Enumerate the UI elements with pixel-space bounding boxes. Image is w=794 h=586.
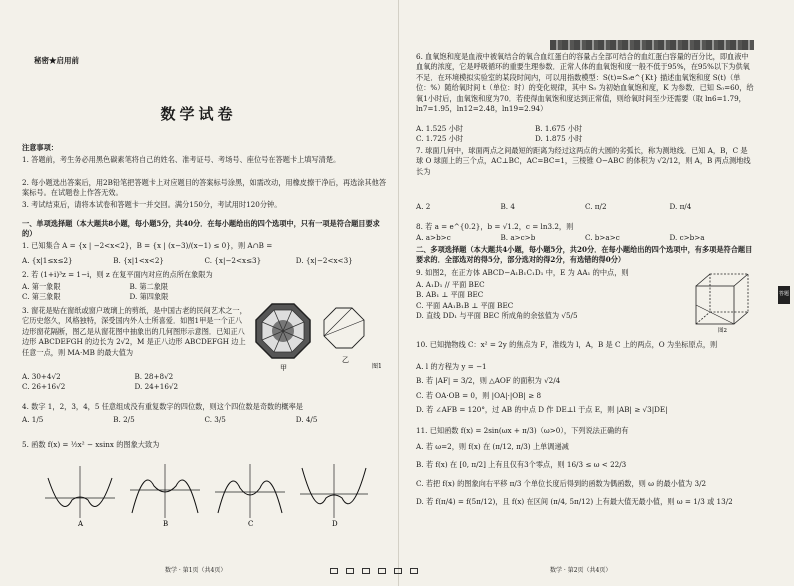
figure-1-sub-a: 甲 — [280, 364, 287, 372]
question-10-options — [416, 362, 754, 416]
question-2: 2. 若 (1+i)³z = 1−i，则 z 在复平面内对应的点所在象限为 — [22, 270, 213, 279]
option: A. 2 — [416, 202, 431, 211]
option: B. 若 f(x) 在 [0, π/2] 上有且仅有3个零点，则 16/3 ≤ ω < 22/3 — [416, 460, 627, 470]
option: A. l 的方程为 y = −1 — [416, 362, 487, 371]
option: C. 若 OA·OB = 0，则 |OA|·|OB| ≥ 8 — [416, 390, 542, 400]
option: A. a>b>c — [416, 233, 451, 242]
option: A. 第一象限 — [22, 282, 61, 291]
question-9-options — [416, 280, 674, 322]
notes-heading: 注意事项： — [22, 143, 58, 152]
graph-label-c: C — [248, 520, 254, 528]
option: A. 30+4√2 — [22, 372, 61, 381]
question-4: 4. 数字 1，2，3，4，5 任意组成没有重复数字的四位数，则这个四位数是奇数的概率是 — [22, 402, 303, 411]
option: A. 1.525 小时 — [416, 124, 463, 133]
graph-a — [45, 466, 115, 528]
option: D. 4/5 — [295, 415, 318, 424]
option: D. 若 f(π/4) = f(5π/12)，且 f(x) 在区间 (π/4, 5π/12) 上有最大值无最小值，则 ω = 1/3 或 13/2 — [416, 497, 733, 507]
option: B. 2/5 — [113, 415, 135, 424]
option: D. 24+16√2 — [134, 382, 179, 392]
option: D. c>b>a — [669, 233, 705, 242]
question-8-options — [416, 233, 754, 243]
footer-page-2: 数学 · 第2页（共4页） — [550, 567, 612, 575]
note-2: 2. 每小题选出答案后，用2B铅笔把答题卡上对应题目的答案标号涂黑，如需改动，用橡皮擦干净后，再选涂其他答案标号。在试题卷上作答无效。 — [22, 178, 387, 198]
option: B. 4 — [500, 202, 515, 211]
graph-d — [300, 464, 368, 528]
question-2-options — [22, 282, 237, 303]
option: D. π/4 — [669, 202, 692, 211]
option: A. A₁D₁ // 平面 BEC — [416, 280, 485, 289]
question-3: 3. 窗花是贴在窗纸或窗户玻璃上的剪纸，是中国古老的民间艺术之一，它历史悠久，风格独特，深受国内外人士所喜爱．如图1甲是一个正八边形窗花隔断，图乙是从窗花图中抽象出的几何图形示意图．已知正八边形 ABCDEFGH 的边长为 2√2，M 是正八边形 ABCDEFGH 边上任意一点，则 MA·MB 的最大值为 — [22, 306, 247, 357]
barcode-strip — [550, 40, 754, 50]
option: A. 1/5 — [22, 415, 44, 424]
option: C. b>a>c — [585, 233, 620, 242]
question-8: 8. 若 a = e^{0.2}，b = √1.2，c = ln3.2，则 — [416, 222, 574, 231]
option: B. a>c>b — [500, 233, 536, 242]
figure-2-cube — [688, 268, 760, 334]
graph-c — [215, 464, 285, 528]
page-2 — [400, 0, 794, 586]
question-5-graphs — [40, 458, 370, 528]
option: C. {x|−2<x≤3} — [204, 256, 262, 265]
graph-label-d: D — [332, 520, 338, 528]
option: C. π/2 — [585, 202, 607, 211]
option: D. 若 ∠AFB = 120°，过 AB 的中点 D 作 DE⊥l 于点 E，则 |AB| ≥ √3|DE| — [416, 405, 668, 415]
figure-2-caption: 图2 — [718, 328, 727, 334]
page-title: 数学试卷 — [160, 105, 237, 123]
question-1: 1. 已知集合 A = {x | −2<x<2}，B = {x | (x−3)/(x−1) ≤ 0}，则 A∩B = — [22, 241, 273, 250]
option: C. 26+16√2 — [22, 382, 66, 392]
note-1: 1. 答题前，考生务必用黑色碳素笔将自己的姓名、准考证号、考场号、座位号在答题卡上填写清楚。 — [22, 155, 341, 164]
question-5: 5. 函数 f(x) = ½x² − xsinx 的图象大致为 — [22, 440, 160, 449]
question-6-options — [416, 124, 654, 145]
question-7-options — [416, 202, 754, 212]
page-divider — [398, 0, 399, 586]
question-10: 10. 已知抛物线 C：x² = 2y 的焦点为 F，准线为 l，A，B 是 C 上的两点，O 为坐标原点，则 — [416, 340, 718, 349]
section-multi-choice: 二、多项选择题（本大题共4小题，每小题5分，共20分．在每小题给出的四个选项中，有多项是符合题目要求的．全部选对的得5分，部分选对的得2分，有选错的得0分） — [416, 245, 753, 265]
question-7: 7. 球面几何中，球面两点之间最短的距离为经过这两点的大圆的劣弧长，称为测地线．已知 A，B，C 是球 O 球面上的三个点，AC⊥BC，AC=BC=1，三棱锥 O−ABC 的体积为 √2/12，则 A，B 两点测地线长为 — [416, 146, 751, 176]
secret-label: 秘密★启用前 — [34, 56, 79, 65]
question-11-options — [416, 442, 754, 508]
footer-page-1: 数学 · 第1页（共4页） — [165, 567, 227, 575]
option: B. 1.675 小时 — [535, 124, 583, 133]
option: C. 1.725 小时 — [416, 134, 464, 144]
question-4-options — [22, 415, 387, 425]
option: B. 第二象限 — [129, 282, 169, 291]
option: A. {x|1≤x≤2} — [22, 256, 73, 265]
option: A. 若 ω=2，则 f(x) 在 (π/12, π/3) 上单调递减 — [416, 442, 569, 451]
option: C. 第三象限 — [22, 292, 61, 302]
question-6: 6. 血氧饱和度是血液中被氧结合的氧合血红蛋白的容量占全部可结合的血红蛋白容量的百分比，即血液中血氧的浓度，它是呼吸循环的重要生理参数．正常人体的血氧饱和度一般不低于95%，在95%以下为供氧不足．在环境模拟实验室的某段时间内，可以用指数模型：S(t)=S₀e^{Kt} 描述血氧饱和度 S(t)（单位：%）随给氧时间 t（单位：时）的变化规律，其中 S₀ 为初始血氧饱和度，K 为参数．已知 S₀=60，给氧1小时后，血氧饱和度为70．若使得血氧饱和度达到正常值，则给氧时间至少还需要（取 ln6=1.79，ln7=1.95，ln12=2.48，ln19=2.94） — [416, 52, 754, 114]
window-lattice-image — [256, 304, 310, 358]
figure-1 — [250, 300, 390, 380]
question-11: 11. 已知函数 f(x) = 2sin(ωx + π/3)（ω>0），下列说法正确的有 — [416, 426, 629, 435]
figure-1-caption: 图1 — [372, 363, 382, 370]
option: C. 若把 f(x) 的图象向右平移 π/3 个单位长度后得到的函数为偶函数，则 ω 的最小值为 3/2 — [416, 478, 707, 488]
note-3: 3. 考试结束后，请将本试卷和答题卡一并交回。满分150分，考试用时120分钟。 — [22, 200, 282, 209]
section-single-choice: 一、单项选择题（本大题共8小题，每小题5分，共40分．在每小题给出的四个选项中，只有一项是符合题目要求的） — [22, 219, 380, 239]
option: B. 若 |AF| = 3/2，则 △AOF 的面积为 √2/4 — [416, 376, 561, 386]
graph-label-a: A — [78, 520, 84, 528]
question-1-options — [22, 256, 387, 266]
side-tab: 答题 — [778, 286, 790, 304]
option: D. 1.875 小时 — [535, 134, 583, 144]
option: D. 直线 DD₁ 与平面 BEC 所成角的余弦值为 √5/5 — [416, 311, 578, 321]
question-9: 9. 如图2，在正方体 ABCD−A₁B₁C₁D₁ 中，E 为 AA₁ 的中点，则 — [416, 268, 629, 277]
option: B. {x|1<x<2} — [113, 256, 164, 265]
option: B. AB₁ ⊥ 平面 BEC — [416, 290, 484, 300]
option: D. 第四象限 — [129, 292, 169, 302]
question-3-options — [22, 372, 247, 393]
graph-b — [130, 464, 200, 528]
figure-1-sub-b: 乙 — [342, 356, 349, 364]
octagon-diagram — [324, 308, 364, 348]
option: C. 平面 AA₁B₁B ⊥ 平面 BEC — [416, 300, 514, 310]
option: C. 3/5 — [204, 415, 226, 424]
option: B. 28+8√2 — [134, 372, 174, 381]
graph-label-b: B — [163, 520, 169, 528]
option: D. {x|−2<x<3} — [295, 256, 353, 265]
